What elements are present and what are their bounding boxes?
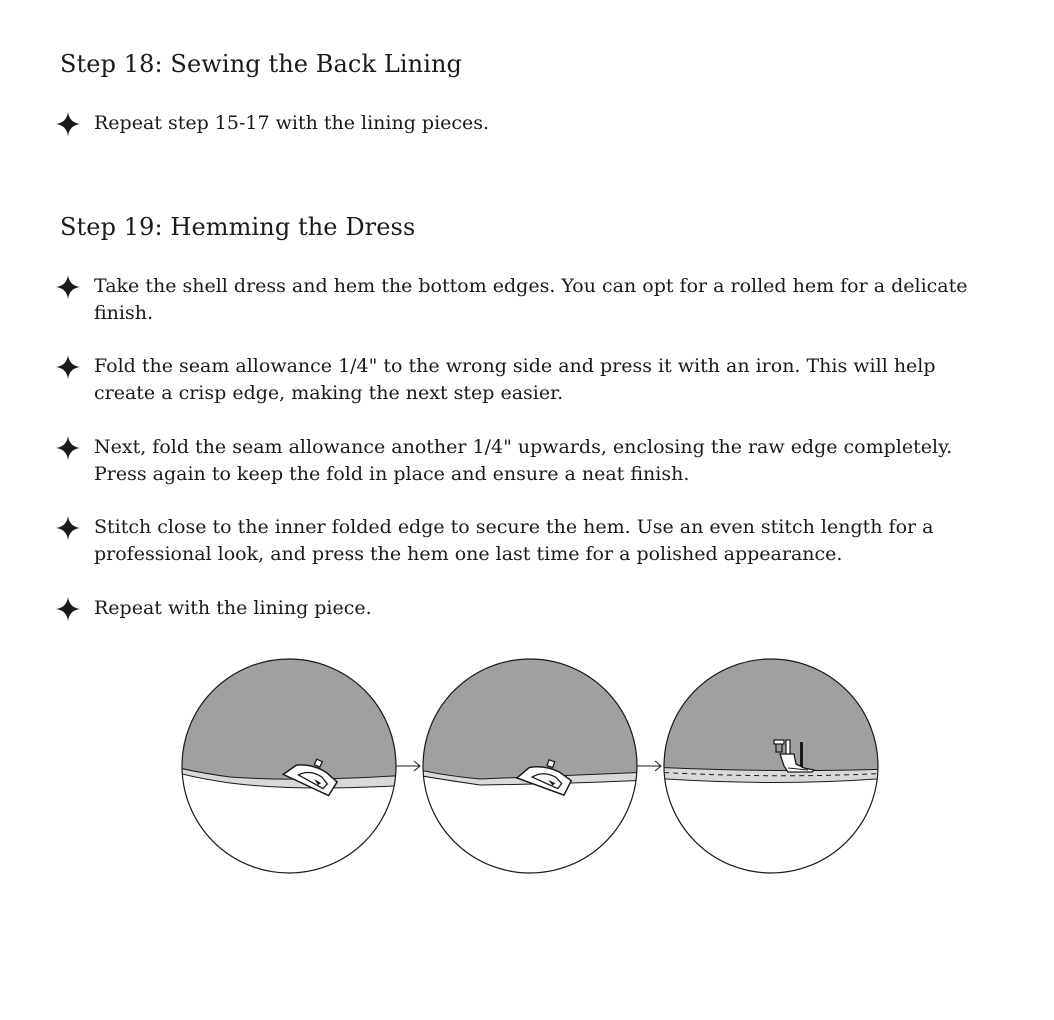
step-18-heading: Step 18: Sewing the Back Lining bbox=[60, 50, 463, 78]
panel-press-fold-1 bbox=[170, 650, 410, 873]
bullet-text: Repeat with the lining piece. bbox=[94, 597, 372, 619]
bullet-text: Repeat step 15-17 with the lining pieces. bbox=[94, 112, 490, 134]
bullet-text: Take the shell dress and hem the bottom edges. You can opt for a rolled hem for a delicate finish. bbox=[94, 275, 968, 324]
arrow-right-icon bbox=[637, 761, 661, 771]
bullet-text: Next, fold the seam allowance another 1/4" upwards, enclosing the raw edge completely. Press again to keep the fold in place and ensure a neat finish. bbox=[94, 436, 953, 485]
panel-press-fold-2 bbox=[410, 650, 650, 873]
bullet-text: Fold the seam allowance 1/4" to the wrong side and press it with an iron. This will help create a crisp edge, making the next step easier. bbox=[94, 355, 936, 404]
bullet-text: Stitch close to the inner folded edge to secure the hem. Use an even stitch length for a professional look, and press the hem one last time for a polished appearance. bbox=[94, 516, 934, 565]
step-19-heading: Step 19: Hemming the Dress bbox=[60, 213, 416, 241]
arrow-right-icon bbox=[396, 761, 420, 771]
panel-stitch-hem bbox=[650, 650, 890, 873]
